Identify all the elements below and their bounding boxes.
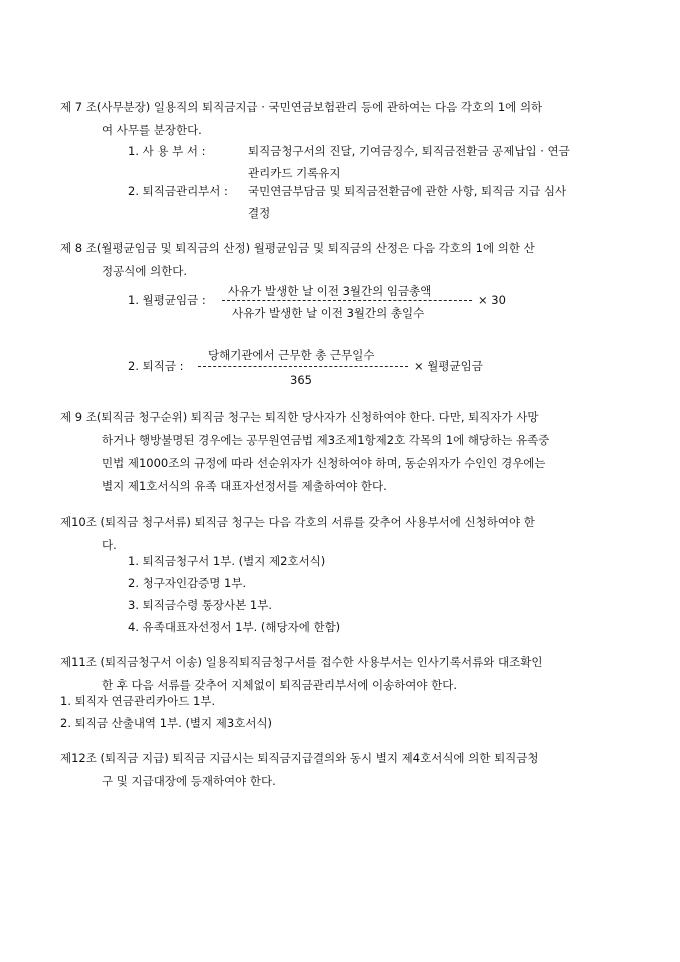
formula-2-multiplier: × 월평균임금 <box>414 359 483 373</box>
article-10-line-1: 제10조 (퇴직금 청구서류) 퇴직금 청구는 다음 각호의 서류를 갖추어 사용부서에 신청하여야 한 <box>60 515 535 529</box>
article-7-item-1-text <box>248 140 626 184</box>
article-7-item-2-line-2: 결정 <box>248 206 271 220</box>
article-7-item-2-text <box>248 180 626 224</box>
formula-2-label: 2. 퇴직금 : <box>128 359 184 373</box>
article-7-item-1-line-1: 퇴직금청구서의 진달, 기여금징수, 퇴직금전환금 공제납입 · 연금 <box>248 144 570 158</box>
formula-1-label: 1. 월평균임금 : <box>128 293 206 307</box>
article-11-item-2: 2. 퇴직금 산출내역 1부. (별지 제3호서식) <box>60 716 273 730</box>
formula-1-numerator: 사유가 발생한 날 이전 3월간의 임금총액 <box>228 284 432 298</box>
formula-1-denominator: 사유가 발생한 날 이전 3월간의 총일수 <box>232 306 425 320</box>
article-8 <box>60 237 625 283</box>
article-7-line-1: 제 7 조(사무분장) 일용직의 퇴직금지급 · 국민연금보험관리 등에 관하여는 다음 각호의 1에 의하 <box>60 100 543 114</box>
formula-1-fraction-bar <box>222 300 472 301</box>
formula-1-multiplier: × 30 <box>478 293 506 307</box>
article-9 <box>60 406 625 498</box>
article-12-line-1: 제12조 (퇴직금 지급) 퇴직금 지급시는 퇴직금지급결의와 동시 별지 제4호서식에 의한 퇴직금청 <box>60 751 539 765</box>
article-10-line-2: 다. <box>102 538 117 552</box>
formula-2-denominator: 365 <box>290 373 312 387</box>
article-12 <box>60 747 625 793</box>
article-7-item-2-line-1: 국민연금부담금 및 퇴직금전환금에 관한 사항, 퇴직금 지급 심사 <box>248 184 567 198</box>
formula-2-fraction-bar <box>198 366 408 367</box>
article-8-line-2: 정공식에 의한다. <box>102 264 188 278</box>
article-9-line-3: 민법 제1000조의 규정에 따라 선순위자가 신청하여야 하며, 동순위자가 수인인 경우에는 <box>102 456 546 470</box>
formula-2-numerator: 당해기관에서 근무한 총 근무일수 <box>208 348 375 362</box>
article-12-line-2: 구 및 지급대장에 등재하여야 한다. <box>102 774 276 788</box>
article-10-item-2: 2. 청구자인감증명 1부. <box>128 576 247 590</box>
article-9-line-2: 하거나 행방불명된 경우에는 공무원연금법 제3조제1항제2호 각목의 1에 해당하는 유족중 <box>102 433 550 447</box>
article-8-line-1: 제 8 조(월평균임금 및 퇴직금의 산정) 월평균임금 및 퇴직금의 산정은 다음 각호의 1에 의한 산 <box>60 241 535 255</box>
article-11-line-2: 한 후 다음 서류를 갖추어 지체없이 퇴직금관리부서에 이송하여야 한다. <box>102 678 458 692</box>
article-10-item-4: 4. 유족대표자선정서 1부. (해당자에 한함) <box>128 620 341 634</box>
article-11-item-1: 1. 퇴직자 연금관리카아드 1부. <box>60 694 216 708</box>
article-7-item-1-line-2: 관리카드 기록유지 <box>248 166 341 180</box>
article-9-line-1: 제 9 조(퇴직금 청구순위) 퇴직금 청구는 퇴직한 당사자가 신청하여야 한다. 다만, 퇴직자가 사망 <box>60 410 539 424</box>
article-7 <box>60 96 625 142</box>
article-11-line-1: 제11조 (퇴직금청구서 이송) 일용직퇴직금청구서를 접수한 사용부서는 인사기록서류와 대조확인 <box>60 655 543 669</box>
article-7-line-2: 여 사무를 분장한다. <box>102 123 202 137</box>
article-9-line-4: 별지 제1호서식의 유족 대표자선정서를 제출하여야 한다. <box>102 479 387 493</box>
article-7-item-2-label: 2. 퇴직금관리부서 : <box>128 184 228 198</box>
article-10-item-1: 1. 퇴직금청구서 1부. (별지 제2호서식) <box>128 554 326 568</box>
article-7-item-1-label: 1. 사 용 부 서 : <box>128 144 206 158</box>
article-10-item-3: 3. 퇴직금수령 통장사본 1부. <box>128 598 272 612</box>
